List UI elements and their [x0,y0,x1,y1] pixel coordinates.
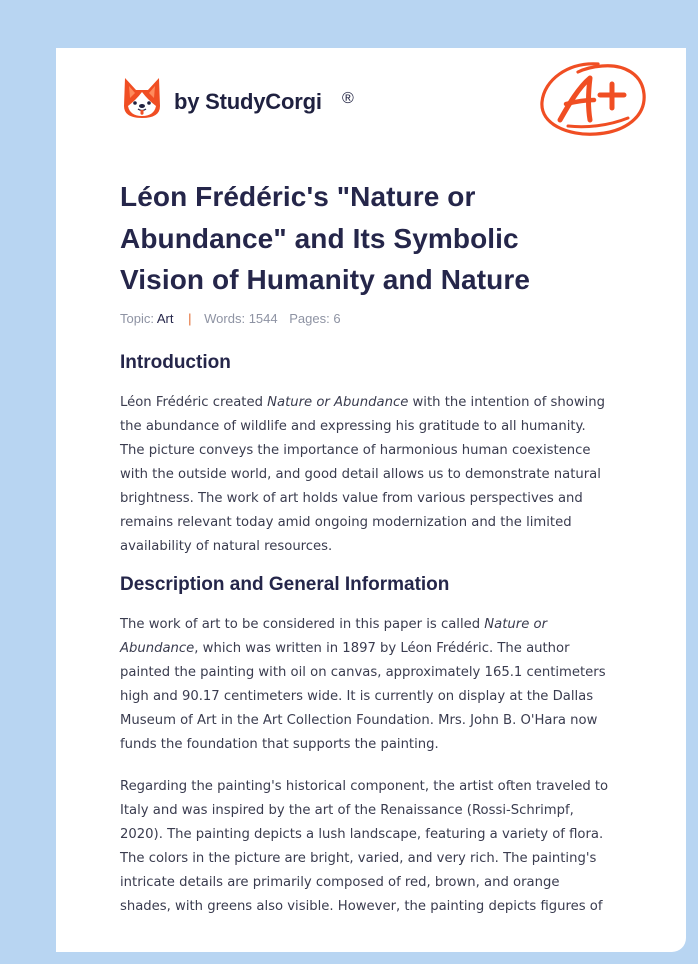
text-line: Regarding the painting's historical component, the artist often traveled to [120,779,609,794]
document-meta [120,311,341,326]
title-line: Léon Frédéric's "Nature or [120,181,476,212]
topic-link[interactable]: Art [156,311,174,326]
text-line: Italy and was inspired by the art of the Renaissance (Rossi-Schrimpf, [120,803,574,818]
paragraph [120,775,640,919]
words-label: Words: [204,311,246,326]
text-line: remains relevant today amid ongoing modernization and the limited [120,515,572,530]
pages-count: 6 [333,311,341,326]
pages-label: Pages: [289,311,330,326]
text-line: brightness. The work of art holds value from various perspectives and [120,491,583,506]
text-line: high and 90.17 centimeters wide. It is currently on display at the Dallas [120,689,594,704]
paragraph [120,391,640,559]
title-line: Abundance" and Its Symbolic [120,222,519,254]
text-line: The work of art to be considered in this paper is called Nature or [120,617,547,632]
paragraph [120,613,640,757]
text-line: The colors in the picture are bright, varied, and very rich. The painting's [120,851,597,866]
text-line: Museum of Art in the Art Collection Foundation. Mrs. John B. O'Hara now [120,713,598,728]
text-line: Léon Frédéric created Nature or Abundance with the intention of showing [120,395,606,410]
meta-separator: | [188,311,192,326]
document-title [120,176,600,301]
words-count: 1544 [248,311,278,326]
section-heading-introduction: Introduction [120,352,231,373]
text-line: intricate details are primarily composed of red, brown, and orange [120,875,560,890]
section-heading-description: Description and General Information [120,574,450,595]
text-line: funds the foundation that supports the painting. [120,737,439,752]
a-plus-grade-icon [538,58,650,140]
text-line: shades, with greens also visible. However, the painting depicts figures of [120,899,603,914]
topic-label: Topic: [120,311,154,326]
text-line: Abundance, which was written in 1897 by Léon Frédéric. The author [120,641,570,656]
text-line: with the outside world, and good detail allows us to demonstrate natural [120,467,601,482]
document-card [56,48,686,952]
logo-text: by StudyCorgi [174,89,322,114]
text-line: 2020). The painting depicts a lush landscape, featuring a variety of flora. [120,827,604,842]
text-line: The picture conveys the importance of harmonious human coexistence [120,443,591,458]
studycorgi-logo[interactable] [122,76,354,120]
text-line: availability of natural resources. [120,539,333,554]
title-line: Vision of Humanity and Nature [120,264,530,295]
registered-mark: ® [342,90,354,107]
corgi-icon [122,76,162,120]
text-line: painted the painting with oil on canvas, approximately 165.1 centimeters [120,665,606,680]
text-line: the abundance of wildlife and expressing his gratitude to all humanity. [120,419,586,434]
